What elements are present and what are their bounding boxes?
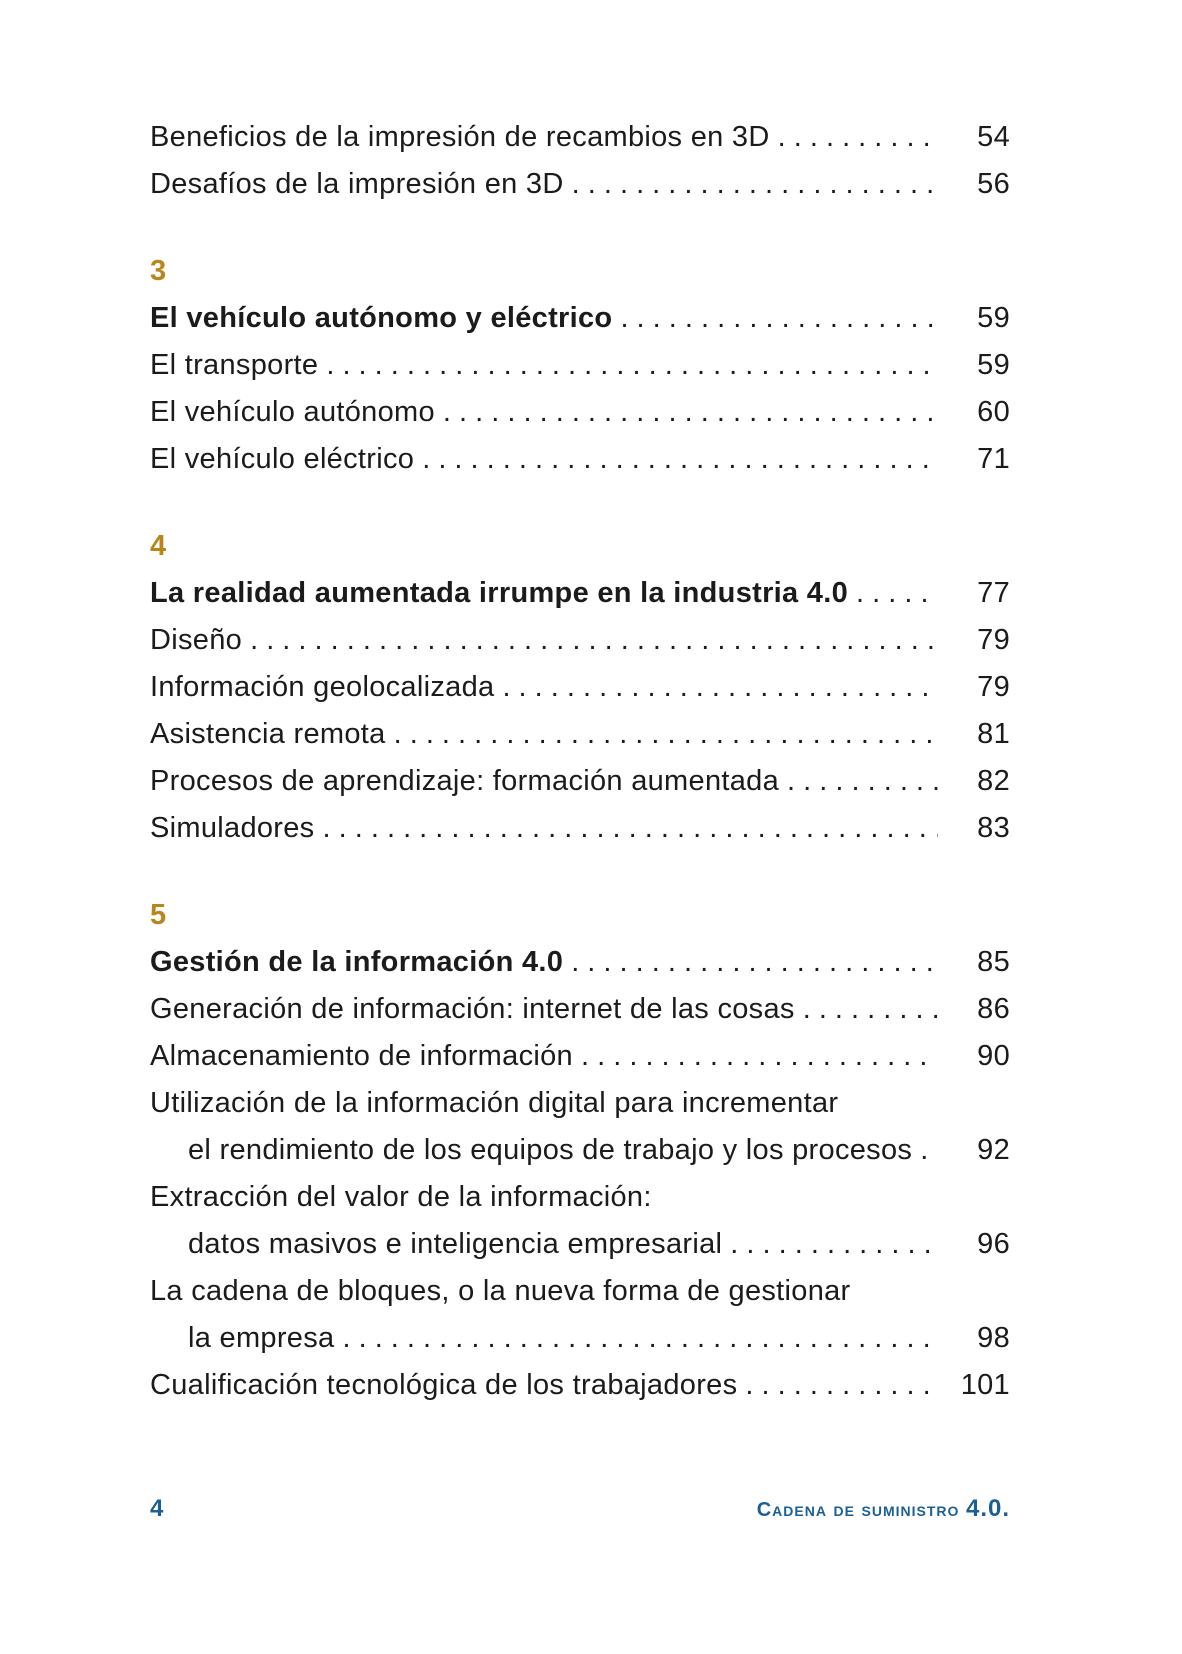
- toc-entry: [150, 1315, 1010, 1362]
- toc-entry-title: Cualificación tecnológica de los trabajadores: [150, 1369, 738, 1401]
- toc-entry-title: Diseño: [150, 624, 243, 656]
- running-title-text: Cadena de suministro: [756, 1499, 960, 1521]
- toc-entry: [150, 664, 1010, 711]
- toc-entry-first-line: La cadena de bloques, o la nueva forma de gestionar: [150, 1275, 851, 1307]
- dot-leader: [856, 570, 938, 617]
- toc-entry-title: El vehículo eléctrico: [150, 443, 415, 475]
- toc-entry-title: Beneficios de la impresión de recambios en 3D: [150, 121, 770, 153]
- toc-entry-title: datos masivos e inteligencia empresarial: [188, 1228, 723, 1260]
- toc-entry-title: Gestión de la información 4.0: [150, 946, 564, 978]
- toc-entry-title: Generación de información: internet de las cosas: [150, 993, 795, 1025]
- toc-entry-title: la empresa: [188, 1322, 335, 1354]
- toc-entry-title: La realidad aumentada irrumpe en la industria 4.0: [150, 577, 849, 609]
- toc-page-number: 96: [977, 1228, 1010, 1260]
- toc-entry-title: Asistencia remota: [150, 718, 386, 750]
- toc-page-number: 81: [977, 718, 1010, 750]
- chapter-number: 4: [150, 530, 167, 562]
- dot-leader: [572, 161, 938, 208]
- toc-entry: [150, 711, 1010, 758]
- toc-page-number: 59: [977, 349, 1010, 381]
- dot-leader: [443, 389, 938, 436]
- toc-entry: [150, 1033, 1010, 1080]
- dot-leader: [502, 664, 938, 711]
- toc-entry-title: Simuladores: [150, 812, 315, 844]
- toc-entry: [150, 986, 1010, 1033]
- toc-entry-title: el rendimiento de los equipos de trabajo y los procesos: [188, 1134, 913, 1166]
- toc-page-number: 59: [977, 302, 1010, 334]
- dot-leader: [394, 711, 938, 758]
- dot-leader: [571, 939, 938, 986]
- toc-entry: [150, 114, 1010, 161]
- toc-entry: [150, 1221, 1010, 1268]
- running-title-version: 4.0.: [965, 1495, 1010, 1522]
- dot-leader: [323, 805, 939, 852]
- toc-page-number: 54: [977, 121, 1010, 153]
- toc-page-number: 77: [977, 577, 1010, 609]
- toc-page-number: 82: [977, 765, 1010, 797]
- toc-entry: [150, 617, 1010, 664]
- dot-leader: [250, 617, 938, 664]
- page-number: 4: [150, 1495, 164, 1522]
- toc-entry: [150, 758, 1010, 805]
- toc-entry-title: Procesos de aprendizaje: formación aumentada: [150, 765, 780, 797]
- toc-page-number: 79: [977, 671, 1010, 703]
- chapter-number: 3: [150, 255, 167, 287]
- page-footer: [150, 1495, 1010, 1523]
- toc-entry-title: Desafíos de la impresión en 3D: [150, 168, 564, 200]
- table-of-contents: [150, 114, 1010, 1409]
- toc-page-number: 71: [977, 443, 1010, 475]
- dot-leader: [620, 295, 938, 342]
- toc-entry-title: El transporte: [150, 349, 319, 381]
- toc-entry: [150, 1362, 1010, 1409]
- toc-entry-first-line: Utilización de la información digital para incrementar: [150, 1087, 839, 1119]
- toc-entry: [150, 805, 1010, 852]
- toc-entry-title: Información geolocalizada: [150, 671, 495, 703]
- chapter-number: 5: [150, 899, 167, 931]
- dot-leader: [422, 436, 938, 483]
- toc-page-number: 101: [960, 1369, 1010, 1401]
- toc-entry: [150, 436, 1010, 483]
- toc-page-number: 90: [977, 1040, 1010, 1072]
- toc-page-number: 85: [977, 946, 1010, 978]
- dot-leader: [581, 1033, 938, 1080]
- toc-chapter: [150, 248, 1010, 483]
- toc-page-number: 56: [977, 168, 1010, 200]
- toc-entry-title: Almacenamiento de información: [150, 1040, 573, 1072]
- dot-leader: [778, 114, 938, 161]
- dot-leader: [787, 758, 938, 805]
- toc-entry: [150, 342, 1010, 389]
- toc-page-number: 92: [977, 1134, 1010, 1166]
- toc-entry: [150, 161, 1010, 208]
- toc-chapter-title: [150, 295, 1010, 342]
- toc-chapter-title: [150, 570, 1010, 617]
- dot-leader: [803, 986, 938, 1033]
- toc-page-number: 60: [977, 396, 1010, 428]
- dot-leader: [920, 1127, 938, 1174]
- toc-entry: [150, 389, 1010, 436]
- toc-entry-title: El vehículo autónomo: [150, 396, 435, 428]
- running-title: [757, 1495, 1010, 1523]
- toc-chapter-title: [150, 939, 1010, 986]
- dot-leader: [730, 1221, 938, 1268]
- toc-chapter: [150, 892, 1010, 1409]
- toc-chapter: [150, 523, 1010, 852]
- toc-page-number: 86: [977, 993, 1010, 1025]
- toc-entry-title: El vehículo autónomo y eléctrico: [150, 302, 613, 334]
- dot-leader: [745, 1362, 938, 1409]
- dot-leader: [326, 342, 938, 389]
- toc-page-number: 83: [977, 812, 1010, 844]
- dot-leader: [342, 1315, 938, 1362]
- toc-entry: [150, 1127, 1010, 1174]
- toc-page-number: 98: [977, 1322, 1010, 1354]
- toc-page-number: 79: [977, 624, 1010, 656]
- toc-entry-first-line: Extracción del valor de la información:: [150, 1181, 652, 1213]
